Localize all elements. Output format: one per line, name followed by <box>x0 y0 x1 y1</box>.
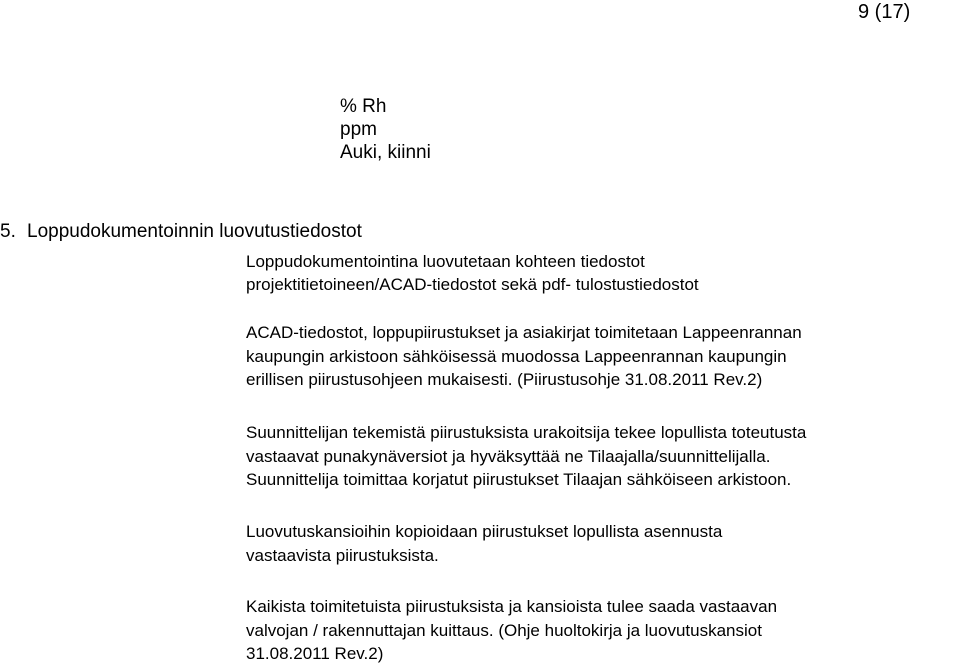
paragraph-handover-folders <box>246 520 956 567</box>
paragraph-line: kaupungin arkistoon sähköisessä muodossa Lappeenrannan kaupungin <box>246 346 787 366</box>
intro-line: Loppudokumentointina luovutetaan kohteen tiedostot <box>246 252 645 271</box>
paragraph-line: Kaikista toimitetuista piirustuksista ja kansioista tulee saada vastaavan <box>246 597 778 616</box>
paragraph-line: erillisen piirustusohjeen mukaisesti. (Piirustusohje 31.08.2011 Rev.2) <box>246 370 763 389</box>
paragraph-line: Luovutuskansioihin kopioidaan piirustukset lopullista asennusta <box>246 522 723 541</box>
unit-ppm: ppm <box>340 119 377 140</box>
paragraph-line: Suunnittelija toimittaa korjatut piirustukset Tilaajan sähköiseen arkistoon. <box>246 470 792 489</box>
intro-text <box>246 250 699 296</box>
page-number: 9 (17) <box>858 1 911 23</box>
paragraph-redline-versions <box>246 421 956 492</box>
paragraph-line: ACAD-tiedostot, loppupiirustukset ja asiakirjat toimitetaan Lappeenrannan <box>246 323 802 342</box>
paragraph-line: Suunnittelijan tekemistä piirustuksista urakoitsija tekee lopullista toteutusta <box>246 423 807 442</box>
paragraph-receipt <box>246 595 956 666</box>
unit-rh: % Rh <box>340 96 387 117</box>
paragraph-line: vastaavista piirustuksista. <box>246 545 439 565</box>
section-title: Loppudokumentoinnin luovutustiedostot <box>27 221 362 242</box>
section-heading <box>0 220 362 243</box>
section-number: 5. <box>0 221 16 242</box>
paragraph-acad-files <box>246 321 956 392</box>
unit-list <box>340 95 431 164</box>
unit-open-closed: Auki, kiinni <box>340 142 431 163</box>
paragraph-line: vastaavat punakynäversiot ja hyväksyttää ne Tilaajalla/suunnittelijalla. <box>246 446 771 466</box>
paragraph-line: valvojan / rakennuttajan kuittaus. (Ohje huoltokirja ja luovutuskansiot <box>246 620 762 640</box>
paragraph-line: 31.08.2011 Rev.2) <box>246 644 384 663</box>
intro-line: projektitietoineen/ACAD-tiedostot sekä pdf- tulostustiedostot <box>246 275 699 294</box>
